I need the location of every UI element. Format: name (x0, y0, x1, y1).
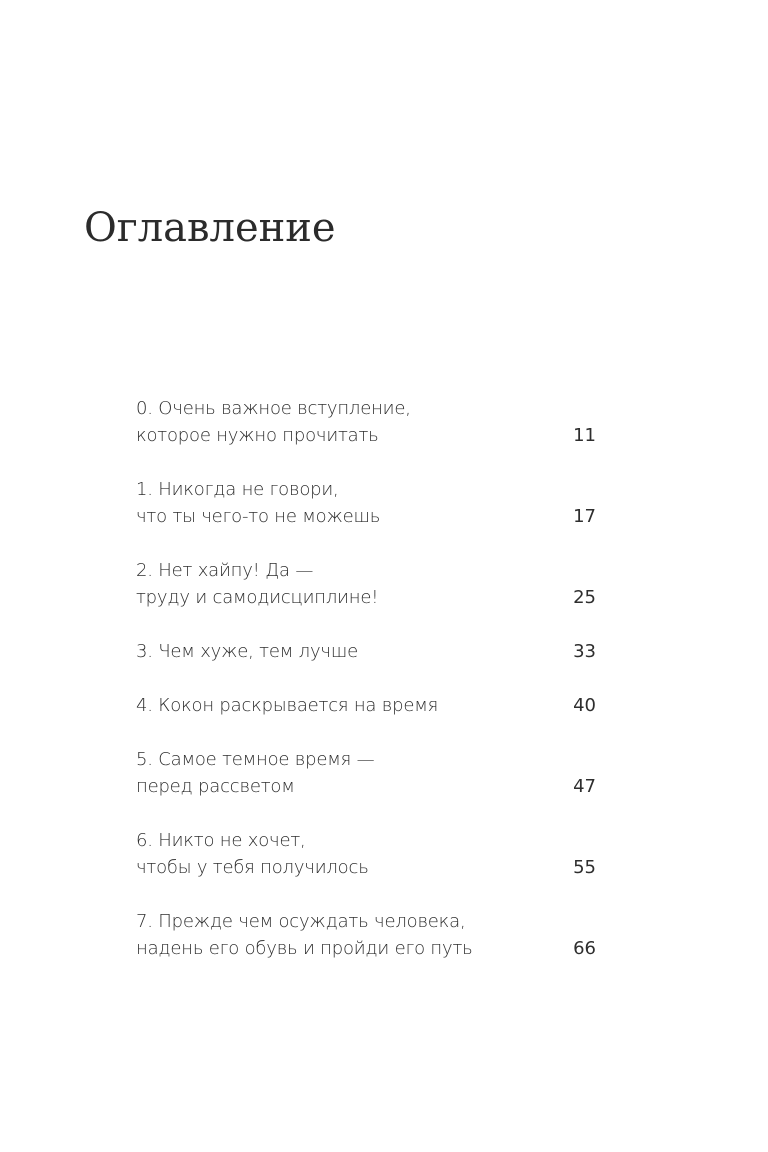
toc-entry-title-line: 4. Кокон раскрывается на время (136, 695, 439, 716)
toc-entry-title-line: чтобы у тебя получилось (136, 857, 369, 878)
toc-entry-title-line: 3. Чем хуже, тем лучше (136, 641, 358, 662)
toc-entry-title-line: 6. Никто не хочет, (136, 830, 306, 851)
toc-entry-title-line: 0. Очень важное вступление, (136, 398, 411, 419)
toc-entry-title-line: 1. Никогда не говори, (136, 479, 339, 500)
toc-page-number: 33 (573, 641, 596, 662)
toc-entry (136, 908, 600, 962)
toc-entry-title-line: 5. Самое темное время — (136, 749, 375, 770)
toc-entry (136, 395, 600, 449)
toc-page-number: 11 (573, 425, 596, 446)
toc-entry-title-line: что ты чего-то не можешь (136, 506, 381, 527)
toc-entry (136, 827, 600, 881)
toc-page-number: 47 (573, 776, 596, 797)
toc-page-number: 25 (573, 587, 596, 608)
toc-entry-title-line: перед рассветом (136, 776, 295, 797)
toc-entry (136, 638, 600, 665)
toc-entry-title-line: которое нужно прочитать (136, 425, 379, 446)
toc-page-number: 66 (573, 938, 596, 959)
toc-entry-title-line: надень его обувь и пройди его путь (136, 938, 473, 959)
page-title: Оглавление (84, 205, 336, 251)
toc-page-number: 17 (573, 506, 596, 527)
toc-entry (136, 692, 600, 719)
toc-page-number: 55 (573, 857, 596, 878)
toc-entry-title-line: 2. Нет хайпу! Да — (136, 560, 314, 581)
toc-entry (136, 476, 600, 530)
toc-entry-title-line: труду и самодисциплине! (136, 587, 379, 608)
toc-entry (136, 746, 600, 800)
toc-page-number: 40 (573, 695, 596, 716)
toc-entry (136, 557, 600, 611)
table-of-contents (136, 395, 600, 989)
toc-entry-title-line: 7. Прежде чем осуждать человека, (136, 911, 466, 932)
